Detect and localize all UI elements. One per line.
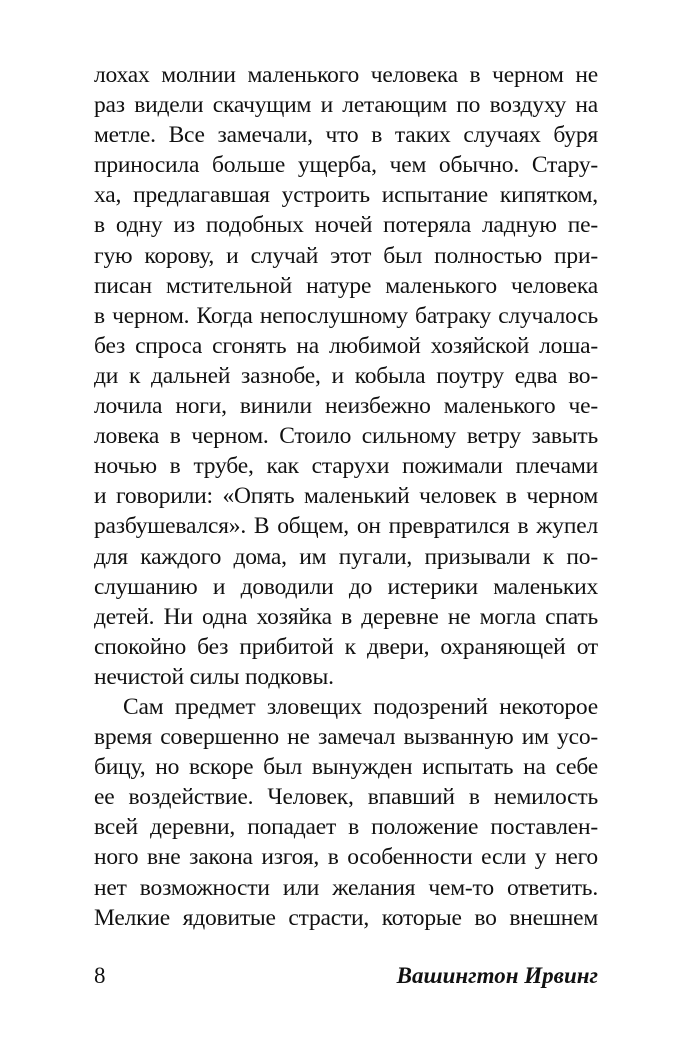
text-line: без спроса сгонять на любимой хозяйской лоша- [94, 332, 598, 359]
page-number: 8 [94, 963, 106, 988]
text-line: разбушевался». В общем, он превратился в жупел [94, 513, 598, 540]
page-footer [94, 962, 598, 990]
text-line: ночью в трубе, как старухи пожимали плечами [94, 453, 598, 480]
text-line: нет возможности или желания чем-то ответить. [94, 874, 598, 901]
body-text [94, 60, 598, 933]
text-line: ловека в черном. Стоило сильному ветру завыть [94, 423, 598, 450]
text-line: в одну из подобных ночей потеряла ладную пе- [94, 212, 598, 239]
text-line: Сам предмет зловещих подозрений некоторое [123, 693, 598, 720]
running-title-author: Вашингтон Ирвинг [396, 963, 598, 988]
text-line: приносила больше ущерба, чем обычно. Стару- [94, 152, 598, 179]
text-line: ного вне закона изгоя, в особенности если у него [94, 844, 598, 871]
text-line: в черном. Когда непослушному батраку случалось [94, 302, 598, 329]
text-line: гую корову, и случай этот был полностью при- [94, 242, 598, 269]
text-line: метле. Все замечали, что в таких случаях буря [94, 122, 598, 149]
text-line: ха, предлагавшая устроить испытание кипятком, [94, 182, 598, 209]
text-line: ди к дальней зазнобе, и кобыла поутру едва во- [94, 362, 598, 389]
text-line: детей. Ни одна хозяйка в деревне не могла спать [94, 603, 598, 630]
text-line: бицу, но вскоре был вынужден испытать на себе [94, 754, 598, 781]
text-line: лочила ноги, винили неизбежно маленького че- [94, 393, 598, 420]
text-line: писан мстительной натуре маленького человека [94, 272, 598, 299]
text-line: нечистой силы подковы. [94, 663, 334, 690]
text-line: время совершенно не замечал вызванную им усо- [94, 724, 598, 751]
text-line: для каждого дома, им пугали, призывали к по- [94, 543, 598, 570]
text-line: ее воздействие. Человек, впавший в немилость [94, 784, 598, 811]
text-line: слушанию и доводили до истерики маленьких [94, 573, 598, 600]
text-line: лохах молнии маленького человека в черном не [94, 62, 598, 88]
text-line: всей деревни, попадает в положение поставлен- [94, 814, 598, 841]
text-line: и говорили: «Опять маленький человек в черном [94, 483, 598, 510]
text-line: Мелкие ядовитые страсти, которые во внешнем [94, 904, 598, 931]
text-line: раз видели скачущим и летающим по воздуху на [94, 92, 598, 119]
text-line: спокойно без прибитой к двери, охраняющей от [94, 633, 598, 660]
